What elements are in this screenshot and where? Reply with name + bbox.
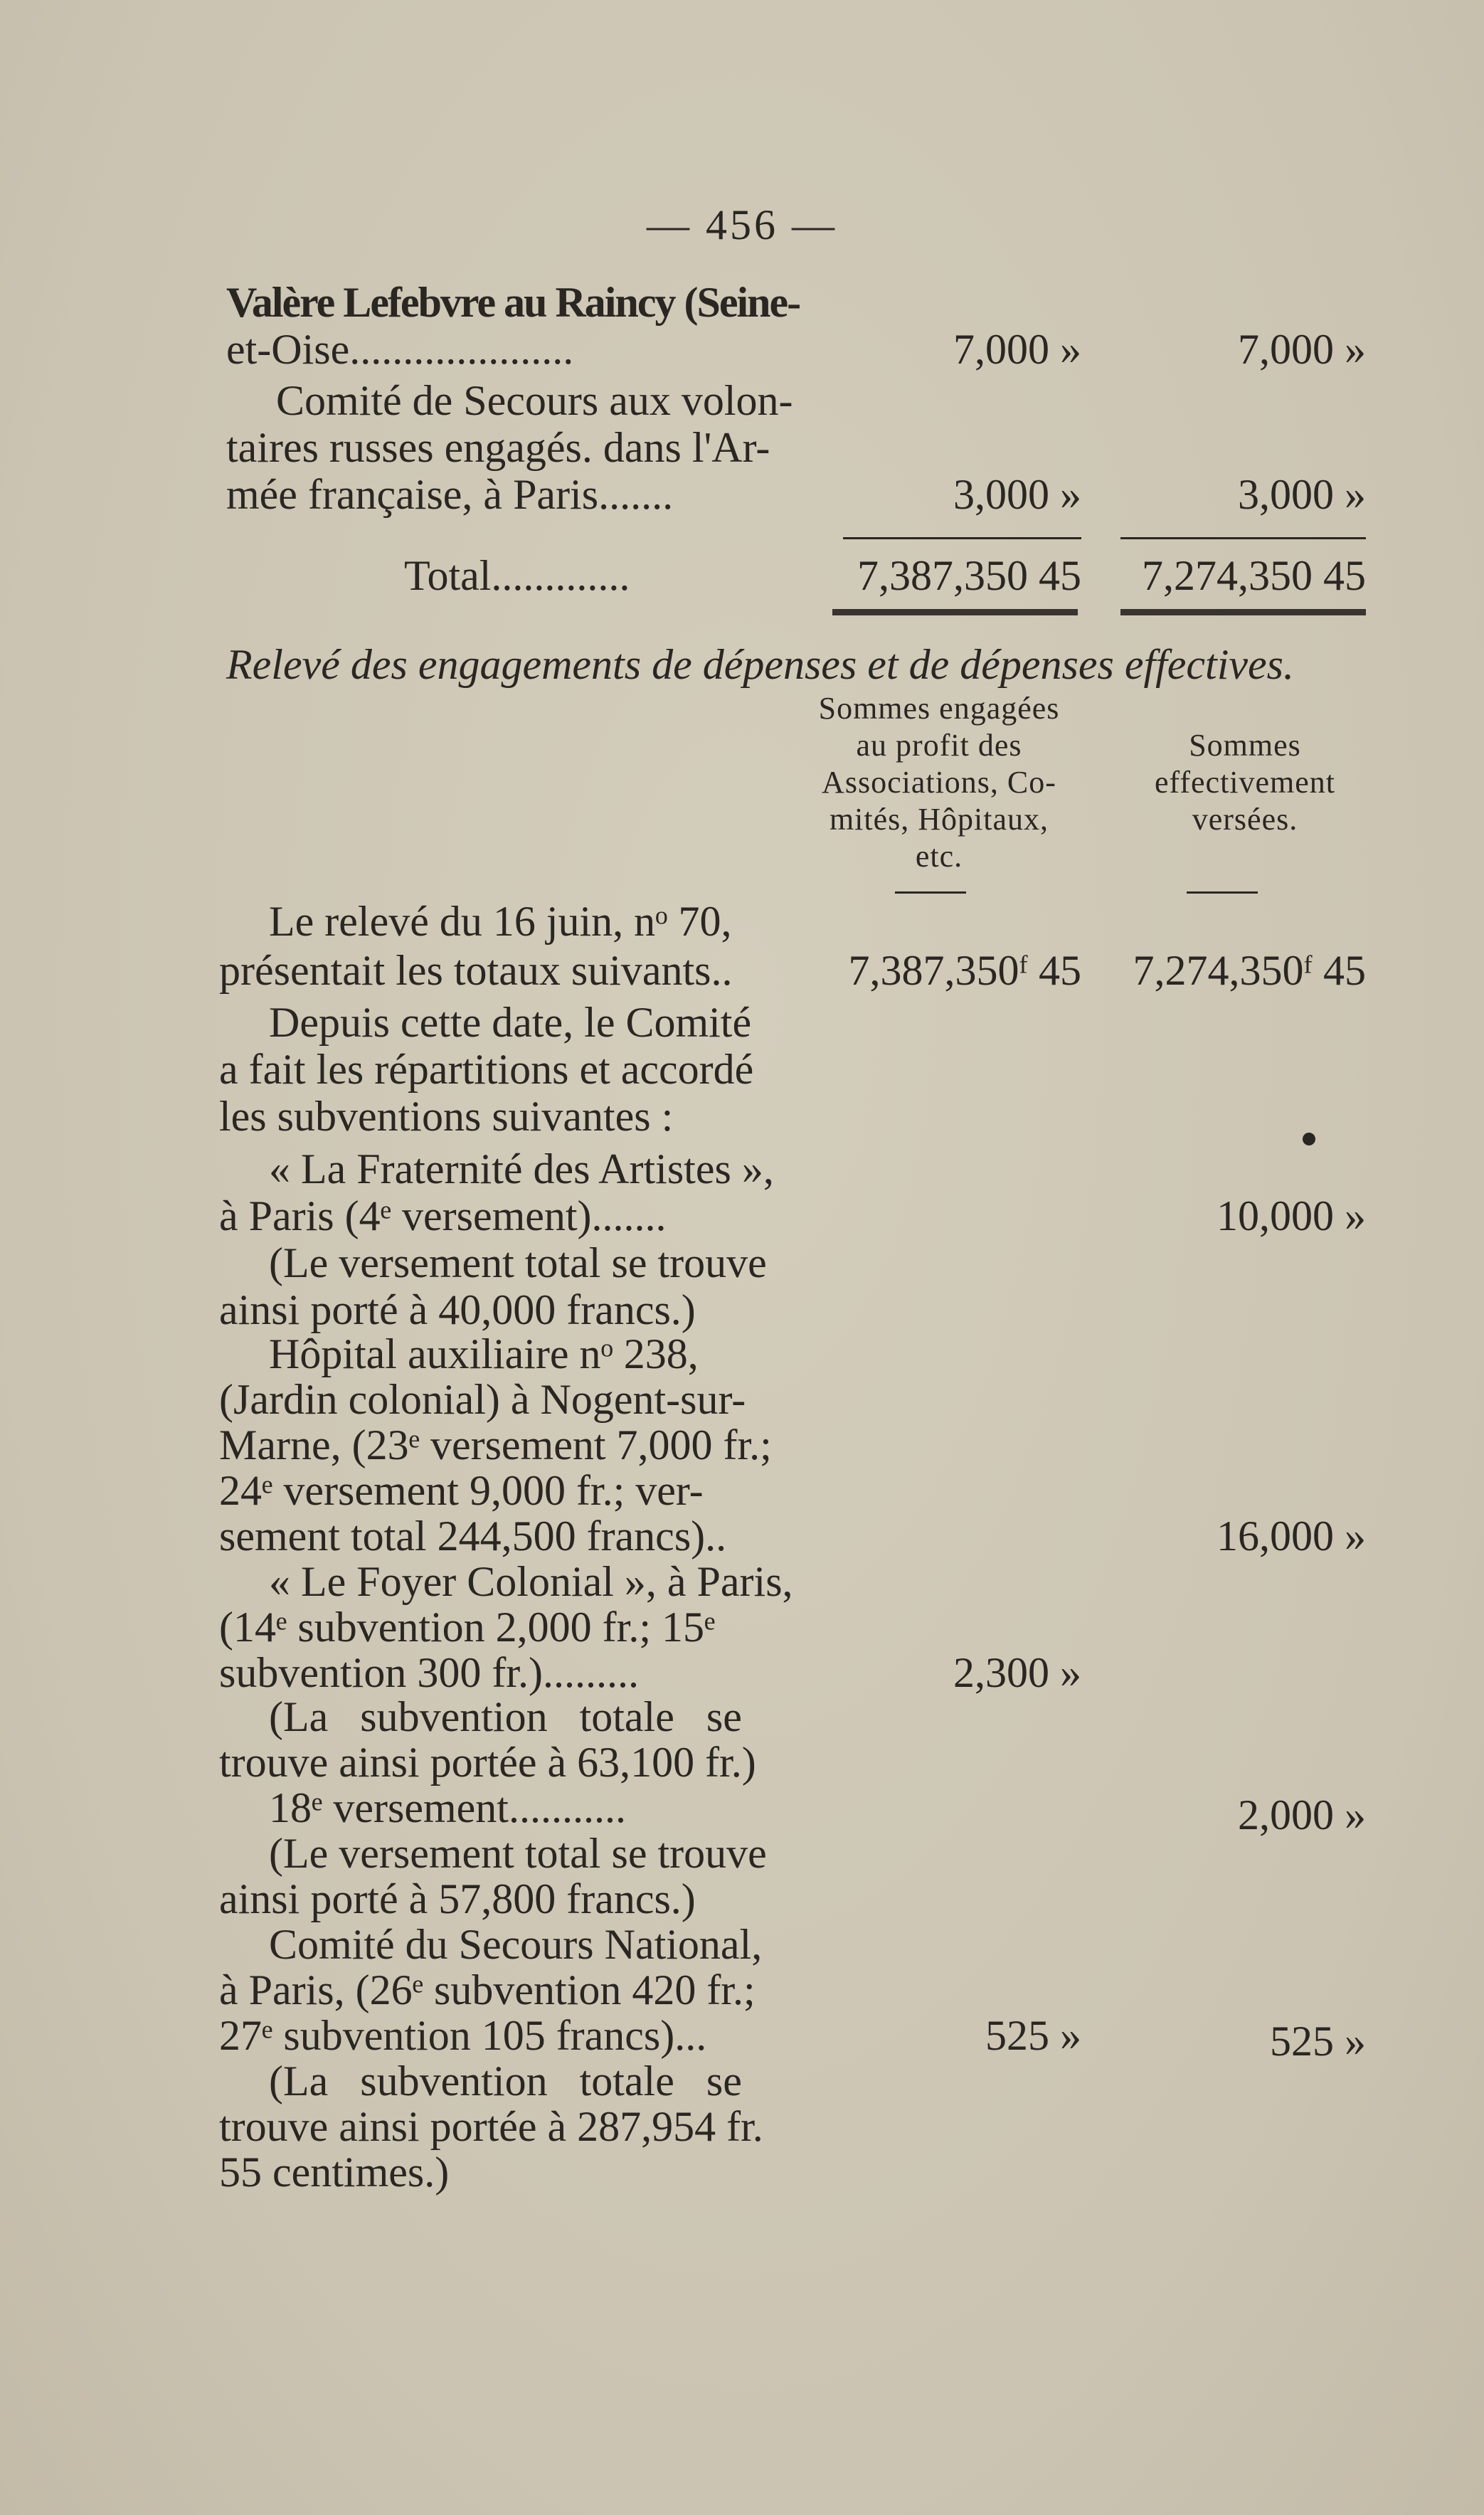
header-dash [1187, 891, 1258, 894]
header-line: Sommes [1189, 728, 1301, 763]
page-number: — 456 — [647, 201, 837, 248]
body-line: 18ᵉ versement........... [269, 1784, 626, 1831]
body-line: Le relevé du 16 juin, nᵒ 70, [269, 898, 732, 945]
body-line: subvention 300 fr.)......... [219, 1649, 639, 1696]
body-line: (La subvention totale se [269, 1693, 742, 1740]
total-paid: 7,274,350 45 [1142, 552, 1366, 599]
body-line: sement total 244,500 francs).. [219, 1513, 727, 1560]
body-line: Hôpital auxiliaire nᵒ 238, [269, 1330, 699, 1377]
secours-paid: 525 » [1270, 2018, 1366, 2065]
double-rule [832, 609, 1078, 615]
body-line: Depuis cette date, le Comité [269, 999, 752, 1046]
header-dash [895, 891, 966, 894]
section-title: Relevé des engagements de dépenses et de dépenses effectives. [226, 641, 1294, 688]
body-line: Comité du Secours National, [269, 1921, 763, 1968]
body-line: (Le versement total se trouve [269, 1830, 767, 1877]
body-line: Marne, (23ᵉ versement 7,000 fr.; [219, 1421, 772, 1468]
versement18-paid: 2,000 » [1238, 1791, 1366, 1838]
report-paid: 7,274,350ᶠ 45 [1133, 947, 1366, 994]
body-line: (La subvention totale se [269, 2058, 742, 2104]
header-line: effectivement [1154, 765, 1336, 800]
secours-engaged: 525 » [985, 2012, 1081, 2059]
ink-spot [1303, 1133, 1315, 1145]
body-line: « La Fraternité des Artistes », [269, 1145, 774, 1192]
header-line: Associations, Co- [822, 765, 1056, 800]
double-rule [1120, 609, 1366, 615]
body-line: 24ᵉ versement 9,000 fr.; ver- [219, 1467, 704, 1514]
entry-line: mée française, à Paris....... [226, 471, 674, 518]
header-line: mités, Hôpitaux, [829, 802, 1049, 837]
hopital-paid: 16,000 » [1217, 1513, 1366, 1560]
body-line: a fait les répartitions et accordé [219, 1046, 754, 1093]
paid-amount: 3,000 » [1238, 471, 1366, 518]
body-line: ainsi porté à 40,000 francs.) [219, 1286, 696, 1333]
fraternite-paid: 10,000 » [1217, 1192, 1366, 1239]
body-line: à Paris, (26ᵉ subvention 420 fr.; [219, 1966, 756, 2013]
header-line: au profit des [856, 728, 1022, 763]
body-line: trouve ainsi portée à 287,954 fr. [219, 2103, 763, 2150]
body-line: ainsi porté à 57,800 francs.) [219, 1875, 696, 1922]
total-label: Total............. [404, 552, 630, 599]
column-header-paid [1088, 727, 1401, 838]
column-header-engaged [775, 690, 1103, 875]
sum-rule [843, 537, 1081, 539]
body-line: présentait les totaux suivants.. [219, 947, 733, 994]
header-line: Sommes engagées [818, 691, 1060, 726]
engaged-amount: 7,000 » [953, 326, 1081, 373]
sum-rule [1120, 537, 1366, 539]
entry-line: et-Oise..................... [226, 326, 574, 373]
foyer-engaged: 2,300 » [953, 1649, 1081, 1696]
body-line: (14ᵉ subvention 2,000 fr.; 15ᵉ [219, 1604, 716, 1651]
body-line: 27ᵉ subvention 105 francs)... [219, 2012, 707, 2059]
header-line: versées. [1192, 802, 1298, 837]
body-line: 55 centimes.) [219, 2149, 450, 2196]
body-line: (Le versement total se trouve [269, 1239, 767, 1286]
paid-amount: 7,000 » [1238, 326, 1366, 373]
body-line: (Jardin colonial) à Nogent-sur- [219, 1376, 746, 1423]
entry-line: taires russes engagés. dans l'Ar- [226, 424, 770, 471]
body-line: « Le Foyer Colonial », à Paris, [269, 1558, 793, 1605]
body-line: trouve ainsi portée à 63,100 fr.) [219, 1739, 756, 1786]
body-line: les subventions suivantes : [219, 1093, 674, 1140]
engaged-amount: 3,000 » [953, 471, 1081, 518]
body-line: à Paris (4ᵉ versement)....... [219, 1192, 667, 1239]
total-engaged: 7,387,350 45 [857, 552, 1081, 599]
report-engaged: 7,387,350ᶠ 45 [848, 947, 1081, 994]
entry-line: Comité de Secours aux volon- [276, 377, 793, 424]
entry-line: Valère Lefebvre au Raincy (Seine- [226, 279, 800, 326]
header-line: etc. [915, 839, 963, 874]
